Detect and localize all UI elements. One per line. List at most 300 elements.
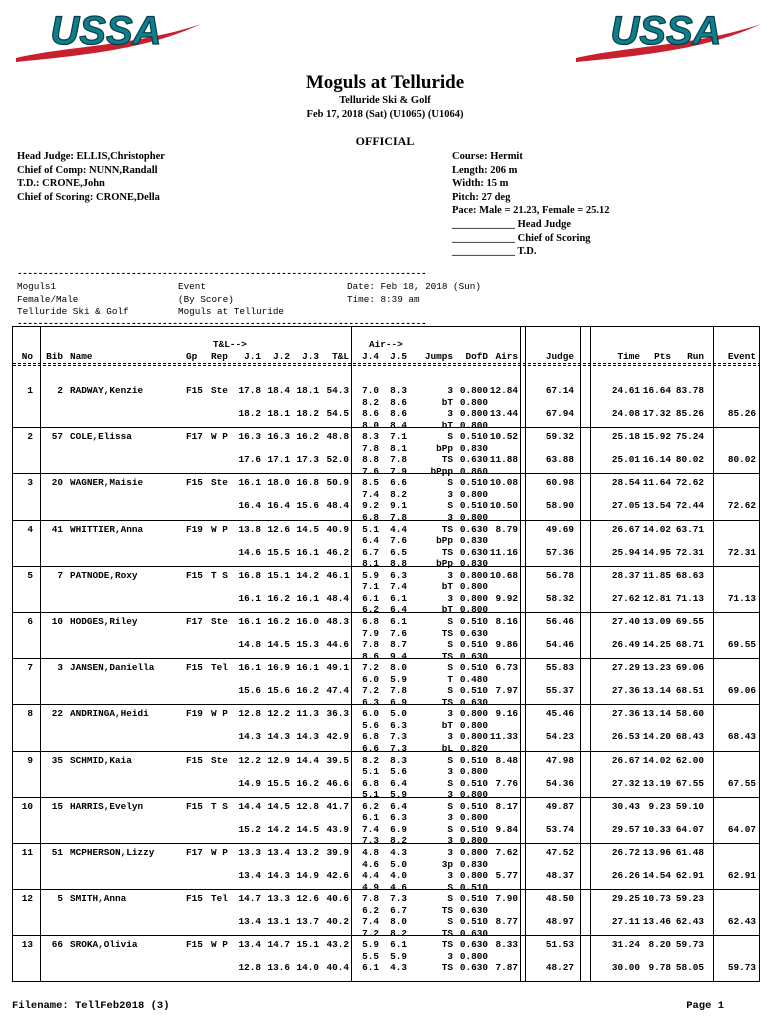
run-time: 31.24 — [611, 939, 640, 951]
run-run: 72.31 — [675, 546, 704, 558]
athlete-rep: Ste — [211, 385, 228, 396]
jump-dofd: 0.830 — [459, 558, 488, 570]
run-run: 59.10 — [675, 800, 704, 812]
athlete-group: F17 — [186, 847, 203, 858]
run-airs: 10.50 — [489, 500, 518, 512]
athlete-rank: 10 — [21, 800, 33, 812]
column-header-j3: J.3 — [302, 351, 319, 362]
jump-code: S — [447, 431, 453, 443]
jump-score-j4: 6.2 — [362, 904, 379, 916]
athlete-rank: 12 — [21, 893, 33, 905]
run-time: 26.49 — [611, 639, 640, 650]
jump-score-j4: 5.1 — [362, 766, 379, 778]
column-header-j2: J.2 — [273, 351, 290, 362]
run-tl: 46.6 — [326, 777, 349, 789]
jump-score-j5: 7.3 — [390, 742, 407, 754]
athlete-rank: 8 — [27, 708, 33, 720]
jump-score-j4: 7.1 — [362, 581, 379, 593]
meta-text: Female/Male — [17, 293, 79, 305]
run-j1: 16.1 — [238, 662, 261, 674]
run-tl: 42.9 — [326, 731, 349, 743]
run-j2: 12.2 — [267, 708, 290, 720]
run-time: 24.61 — [611, 385, 640, 396]
run-j2: 13.1 — [267, 916, 290, 928]
run-time: 25.01 — [611, 454, 640, 466]
run-j1: 16.1 — [238, 477, 261, 489]
run-j3: 16.2 — [296, 685, 319, 697]
athlete-group: F19 — [186, 708, 203, 720]
jump-code: 3 — [447, 569, 453, 581]
athlete-group: F15 — [186, 754, 203, 766]
jump-code: 3 — [447, 835, 453, 847]
athlete-bib: 10 — [51, 616, 63, 627]
jump-code: 3 — [447, 870, 453, 881]
header-underline — [13, 365, 760, 366]
run-pts: 9.78 — [648, 962, 671, 974]
athlete-event-score: 71.13 — [727, 592, 756, 604]
athlete-bib: 66 — [51, 939, 63, 951]
jump-score-j4: 8.2 — [362, 396, 379, 408]
run-pts: 14.02 — [642, 754, 671, 766]
run-j2: 12.6 — [267, 523, 290, 535]
run-j2: 14.7 — [267, 939, 290, 951]
athlete-event-score: 72.62 — [727, 500, 756, 512]
run-tl: 54.3 — [326, 385, 349, 396]
run-tl: 40.4 — [326, 962, 349, 974]
jump-score-j5: 8.1 — [390, 442, 407, 454]
meta-text: Telluride Ski & Golf — [17, 306, 129, 317]
run-airs: 13.44 — [489, 408, 518, 419]
jump-score-j5: 6.9 — [390, 696, 407, 708]
run-tl: 47.4 — [326, 685, 349, 697]
athlete-rank: 1 — [27, 385, 33, 396]
run-j2: 13.4 — [267, 847, 290, 858]
separator-line: ------------------------------------------------------------------------------- — [17, 268, 427, 279]
jump-code: TS — [441, 927, 453, 939]
jump-dofd: 0.630 — [459, 546, 488, 558]
run-airs: 8.17 — [495, 800, 518, 812]
jump-score-j5: 4.6 — [390, 881, 407, 893]
athlete-name: SCHMID,Kaia — [70, 754, 132, 766]
jump-score-j5: 8.8 — [390, 558, 407, 570]
athlete-group: F15 — [186, 477, 203, 489]
run-pts: 11.85 — [642, 569, 671, 581]
athlete-group: F15 — [186, 385, 203, 396]
run-run: 62.00 — [675, 754, 704, 766]
jump-score-j5: 8.7 — [390, 639, 407, 650]
run-j2: 12.9 — [267, 754, 290, 766]
column-header-run: Run — [687, 351, 704, 362]
logo-text: USSA — [610, 9, 722, 53]
jump-score-j4: 8.0 — [362, 419, 379, 431]
column-header-gp: Gp — [186, 351, 198, 362]
athlete-event-score: 67.55 — [727, 777, 756, 789]
jump-score-j4: 8.2 — [362, 754, 379, 766]
jump-dofd: 0.630 — [459, 927, 488, 939]
jump-score-j5: 6.9 — [390, 823, 407, 835]
course-line: Pace: Male = 21.23, Female = 25.12 — [452, 205, 610, 217]
athlete-name: SROKA,Olivia — [70, 939, 138, 951]
run-judge: 54.36 — [545, 777, 574, 789]
jump-dofd: 0.630 — [459, 939, 488, 951]
athlete-group: F19 — [186, 523, 203, 535]
run-pts: 14.02 — [642, 523, 671, 535]
run-time: 27.62 — [611, 592, 640, 604]
jump-score-j5: 9.1 — [390, 500, 407, 512]
column-header-bib: Bib — [46, 351, 63, 362]
jump-dofd: 0.800 — [459, 396, 488, 408]
run-time: 27.11 — [611, 916, 640, 928]
column-header-tl: T&L — [332, 351, 349, 362]
jump-score-j4: 8.6 — [362, 408, 379, 419]
athlete-rank: 3 — [27, 477, 33, 489]
run-run: 68.71 — [675, 639, 704, 650]
run-pts: 17.32 — [642, 408, 671, 419]
jump-score-j5: 7.8 — [390, 685, 407, 697]
athlete-event-score: 69.55 — [727, 639, 756, 650]
run-pts: 13.14 — [642, 708, 671, 720]
column-divider — [40, 327, 41, 982]
jump-score-j4: 8.8 — [362, 454, 379, 466]
jump-score-j5: 8.0 — [390, 916, 407, 928]
jump-score-j4: 6.3 — [362, 696, 379, 708]
jump-score-j4: 7.6 — [362, 465, 379, 477]
jump-score-j4: 5.1 — [362, 789, 379, 801]
jump-code: bPp — [436, 535, 453, 547]
jump-score-j4: 5.1 — [362, 523, 379, 535]
meta-text: (By Score) — [178, 293, 234, 305]
column-header-rep: Rep — [211, 351, 228, 362]
jump-score-j4: 6.2 — [362, 604, 379, 616]
jump-code: TS — [441, 627, 453, 639]
jump-score-j4: 6.0 — [362, 673, 379, 685]
column-divider — [351, 327, 352, 982]
athlete-rank: 13 — [21, 939, 33, 951]
run-j3: 11.3 — [296, 708, 319, 720]
jump-score-j4: 5.9 — [362, 939, 379, 951]
run-run: 63.71 — [675, 523, 704, 535]
tl-group-header: T&L--> — [213, 339, 247, 350]
run-j2: 15.1 — [267, 569, 290, 581]
run-airs: 5.77 — [495, 870, 518, 881]
jump-code: S — [447, 477, 453, 489]
athlete-bib: 57 — [51, 431, 63, 443]
run-time: 26.26 — [611, 870, 640, 881]
jump-score-j4: 4.9 — [362, 881, 379, 893]
run-judge: 55.37 — [545, 685, 574, 697]
jump-code: 3 — [447, 385, 453, 396]
jump-score-j4: 7.8 — [362, 893, 379, 905]
run-tl: 48.3 — [326, 616, 349, 627]
run-judge: 67.94 — [545, 408, 574, 419]
run-judge: 48.27 — [545, 962, 574, 974]
run-tl: 40.9 — [326, 523, 349, 535]
jump-score-j5: 7.1 — [390, 431, 407, 443]
jump-score-j4: 8.5 — [362, 477, 379, 489]
jump-code: S — [447, 777, 453, 789]
jump-code: 3 — [447, 488, 453, 500]
run-j1: 12.2 — [238, 754, 261, 766]
athlete-rep: T S — [211, 800, 228, 812]
athlete-event-score: 64.07 — [727, 823, 756, 835]
run-j3: 14.3 — [296, 731, 319, 743]
row-separator — [13, 658, 760, 659]
run-airs: 11.88 — [489, 454, 518, 466]
jump-dofd: 0.800 — [459, 408, 488, 419]
jump-score-j5: 6.4 — [390, 604, 407, 616]
run-run: 59.23 — [675, 893, 704, 905]
run-pts: 14.25 — [642, 639, 671, 650]
run-judge: 45.46 — [545, 708, 574, 720]
athlete-event-score: 69.06 — [727, 685, 756, 697]
run-pts: 11.64 — [642, 477, 671, 489]
run-airs: 7.62 — [495, 847, 518, 858]
run-time: 24.08 — [611, 408, 640, 419]
run-j2: 14.5 — [267, 639, 290, 650]
jump-code: S — [447, 500, 453, 512]
course-line: ____________ Chief of Scoring — [452, 232, 591, 244]
column-divider — [590, 327, 591, 982]
run-tl: 46.1 — [326, 569, 349, 581]
run-j2: 13.6 — [267, 962, 290, 974]
jump-score-j5: 6.5 — [390, 546, 407, 558]
run-time: 29.25 — [611, 893, 640, 905]
run-j1: 13.3 — [238, 847, 261, 858]
jump-score-j4: 5.9 — [362, 569, 379, 581]
jump-score-j5: 7.3 — [390, 731, 407, 743]
jump-dofd: 0.800 — [459, 731, 488, 743]
jump-dofd: 0.630 — [459, 904, 488, 916]
column-header-time: Time — [617, 351, 640, 362]
athlete-bib: 20 — [51, 477, 63, 489]
jump-code: bT — [441, 396, 453, 408]
jump-score-j4: 6.4 — [362, 535, 379, 547]
row-separator — [13, 612, 760, 613]
jump-score-j4: 6.6 — [362, 742, 379, 754]
run-pts: 8.20 — [648, 939, 671, 951]
athlete-event-score: 59.73 — [727, 962, 756, 974]
jump-code: TS — [441, 962, 453, 974]
jump-dofd: 0.630 — [459, 962, 488, 974]
page-title: Moguls at Telluride — [305, 72, 465, 93]
run-tl: 42.6 — [326, 870, 349, 881]
athlete-rank: 11 — [21, 847, 33, 858]
jump-score-j5: 5.9 — [390, 789, 407, 801]
jump-score-j4: 6.2 — [362, 800, 379, 812]
run-time: 26.72 — [611, 847, 640, 858]
jump-code: TS — [441, 904, 453, 916]
column-header-airs: Airs — [495, 351, 518, 362]
row-separator — [13, 473, 760, 474]
run-airs: 12.84 — [489, 385, 518, 396]
jump-dofd: 0.630 — [459, 650, 488, 662]
run-airs: 8.33 — [495, 939, 518, 951]
athlete-bib: 51 — [51, 847, 63, 858]
jump-score-j4: 9.2 — [362, 500, 379, 512]
athlete-rank: 6 — [27, 616, 33, 627]
run-run: 64.07 — [675, 823, 704, 835]
jump-score-j5: 7.4 — [390, 581, 407, 593]
athlete-bib: 41 — [51, 523, 63, 535]
jump-score-j5: 6.1 — [390, 939, 407, 951]
athlete-name: COLE,Elissa — [70, 431, 132, 443]
run-airs: 8.79 — [495, 523, 518, 535]
jump-score-j4: 5.5 — [362, 950, 379, 962]
jump-score-j5: 8.6 — [390, 408, 407, 419]
run-tl: 43.2 — [326, 939, 349, 951]
jump-score-j5: 5.0 — [390, 708, 407, 720]
run-judge: 54.46 — [545, 639, 574, 650]
run-j3: 16.1 — [296, 662, 319, 674]
athlete-group: F15 — [186, 662, 203, 674]
athlete-name: WAGNER,Maisie — [70, 477, 144, 489]
athlete-rep: Tel — [211, 893, 228, 905]
athlete-rep: Ste — [211, 616, 228, 627]
jump-dofd: 0.510 — [459, 800, 488, 812]
jump-score-j5: 8.0 — [390, 662, 407, 674]
column-header-event: Event — [727, 351, 756, 362]
run-pts: 9.23 — [648, 800, 671, 812]
jump-score-j5: 8.2 — [390, 927, 407, 939]
athlete-event-score: 85.26 — [727, 408, 756, 419]
course-info — [452, 150, 609, 259]
footer-filename: Filename: TellFeb2018 (3) — [12, 1000, 170, 1012]
jump-dofd: 0.510 — [459, 777, 488, 789]
jump-dofd: 0.510 — [459, 431, 488, 443]
row-separator — [13, 843, 760, 844]
jump-score-j4: 6.1 — [362, 812, 379, 824]
run-j1: 16.4 — [238, 500, 261, 512]
jump-code: bPp — [436, 558, 453, 570]
run-j2: 16.3 — [267, 431, 290, 443]
run-pts: 13.09 — [642, 616, 671, 627]
ussa-logo-right — [566, 6, 766, 66]
run-j1: 15.2 — [238, 823, 261, 835]
run-tl: 48.4 — [326, 592, 349, 604]
run-pts: 13.46 — [642, 916, 671, 928]
jump-score-j4: 7.4 — [362, 823, 379, 835]
jump-dofd: 0.800 — [459, 812, 488, 824]
jump-score-j5: 7.8 — [390, 511, 407, 523]
run-j1: 17.8 — [238, 385, 261, 396]
athlete-name: MCPHERSON,Lizzy — [70, 847, 155, 858]
jump-code: bPpp — [430, 465, 453, 477]
run-time: 26.53 — [611, 731, 640, 743]
jump-score-j5: 4.0 — [390, 870, 407, 881]
athlete-name: RADWAY,Kenzie — [70, 385, 144, 396]
column-header-name: Name — [70, 351, 93, 362]
run-j1: 17.6 — [238, 454, 261, 466]
run-judge: 47.98 — [545, 754, 574, 766]
athlete-rep: W P — [211, 939, 228, 951]
run-run: 62.43 — [675, 916, 704, 928]
run-j1: 13.4 — [238, 870, 261, 881]
jump-score-j5: 6.3 — [390, 719, 407, 731]
jump-dofd: 0.510 — [459, 893, 488, 905]
run-pts: 13.54 — [642, 500, 671, 512]
page-subtitle: Telluride Ski & Golf — [339, 95, 431, 106]
run-pts: 16.64 — [642, 385, 671, 396]
run-j3: 14.0 — [296, 962, 319, 974]
run-tl: 52.0 — [326, 454, 349, 466]
jump-code: T — [447, 673, 453, 685]
run-judge: 58.90 — [545, 500, 574, 512]
run-run: 71.13 — [675, 592, 704, 604]
run-run: 68.51 — [675, 685, 704, 697]
row-separator — [13, 797, 760, 798]
run-tl: 39.5 — [326, 754, 349, 766]
jump-score-j4: 7.0 — [362, 385, 379, 396]
run-j2: 15.6 — [267, 685, 290, 697]
run-pts: 10.73 — [642, 893, 671, 905]
athlete-name: JANSEN,Daniella — [70, 662, 155, 674]
jump-score-j4: 7.3 — [362, 835, 379, 847]
meta-text: Moguls at Telluride — [178, 306, 285, 317]
athlete-name: PATNODE,Roxy — [70, 569, 138, 581]
run-tl: 40.6 — [326, 893, 349, 905]
row-separator — [13, 427, 760, 428]
jump-code: S — [447, 916, 453, 928]
run-j1: 13.4 — [238, 939, 261, 951]
athlete-group: F15 — [186, 569, 203, 581]
results-table — [12, 326, 760, 982]
jump-score-j5: 8.6 — [390, 396, 407, 408]
course-line: Width: 15 m — [452, 178, 509, 190]
jump-score-j4: 6.8 — [362, 777, 379, 789]
run-time: 26.67 — [611, 523, 640, 535]
footer-page: Page 1 — [686, 1000, 724, 1012]
run-airs: 8.77 — [495, 916, 518, 928]
athlete-rank: 7 — [27, 662, 33, 674]
athlete-rep: W P — [211, 431, 228, 443]
athlete-bib: 35 — [51, 754, 63, 766]
run-airs: 7.90 — [495, 893, 518, 905]
athlete-bib: 3 — [57, 662, 63, 674]
jump-dofd: 0.480 — [459, 673, 488, 685]
run-judge: 48.97 — [545, 916, 574, 928]
jump-score-j4: 7.2 — [362, 662, 379, 674]
run-run: 67.55 — [675, 777, 704, 789]
run-j3: 13.7 — [296, 916, 319, 928]
run-j1: 14.7 — [238, 893, 261, 905]
run-time: 25.18 — [611, 431, 640, 443]
run-judge: 54.23 — [545, 731, 574, 743]
jump-score-j5: 7.9 — [390, 465, 407, 477]
athlete-event-score: 62.91 — [727, 870, 756, 881]
athlete-bib: 7 — [57, 569, 63, 581]
run-pts: 13.19 — [642, 777, 671, 789]
jump-score-j5: 6.7 — [390, 904, 407, 916]
meta-text: Time: 8:39 am — [347, 293, 420, 305]
athlete-rep: W P — [211, 523, 228, 535]
run-pts: 10.33 — [642, 823, 671, 835]
jump-dofd: 0.510 — [459, 616, 488, 627]
run-time: 25.94 — [611, 546, 640, 558]
jump-score-j4: 7.9 — [362, 627, 379, 639]
run-run: 85.26 — [675, 408, 704, 419]
jump-dofd: 0.830 — [459, 535, 488, 547]
athlete-bib: 22 — [51, 708, 63, 720]
athlete-bib: 15 — [51, 800, 63, 812]
run-time: 27.32 — [611, 777, 640, 789]
jump-code: bT — [441, 419, 453, 431]
run-j2: 18.0 — [267, 477, 290, 489]
run-pts: 13.14 — [642, 685, 671, 697]
run-run: 80.02 — [675, 454, 704, 466]
jump-score-j5: 8.3 — [390, 385, 407, 396]
jump-code: 3 — [447, 847, 453, 858]
run-pts: 14.20 — [642, 731, 671, 743]
